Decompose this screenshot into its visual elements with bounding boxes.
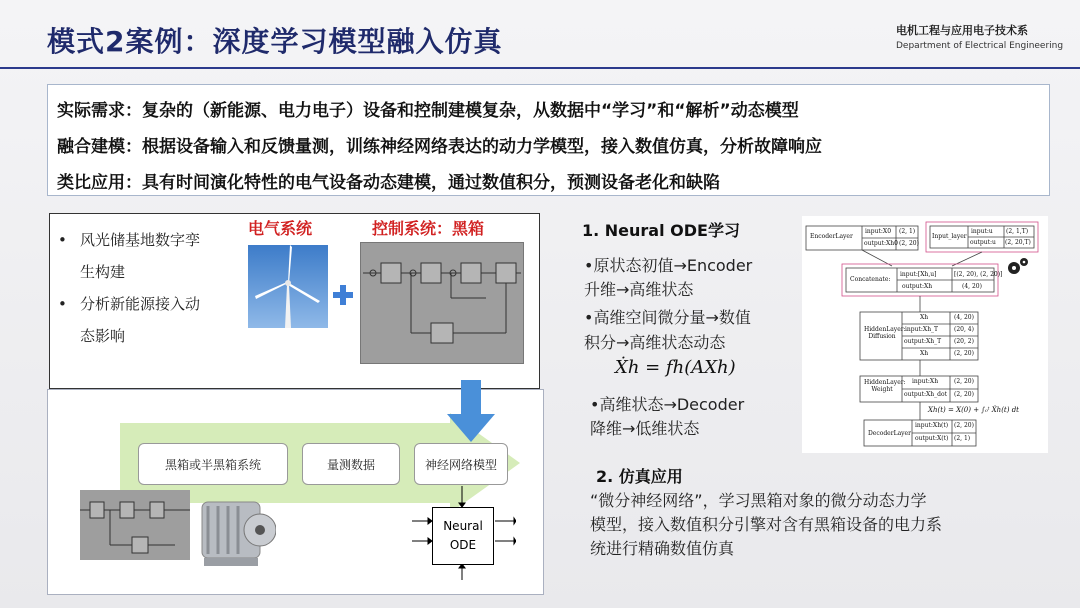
bullet-dot-icon: • — [58, 231, 67, 249]
requirement-line-application: 类比应用：具有时间演化特性的电气设备动态建模，通过数值积分，预测设备老化和缺陷 — [57, 173, 720, 193]
control-system-label: 控制系统：黑箱 — [372, 219, 485, 238]
requirement-line-need: 实际需求：复杂的（新能源、电力电子）设备和控制建模复杂，从数据中“学习”和“解析”动态模型 — [57, 101, 799, 121]
simulation-text-line: 统进行精确数值仿真 — [590, 539, 735, 558]
decoder-layer-label: DecoderLayer — [868, 430, 911, 437]
diffusion-layer-label: HiddenLayer: Diffusion — [864, 326, 906, 340]
down-arrow-icon — [447, 380, 495, 442]
neural-ode-section-title: 1. Neural ODE学习 — [582, 221, 740, 240]
wind-turbine-image — [248, 245, 328, 328]
neural-ode-block: Neural ODE — [432, 507, 494, 565]
plus-icon — [333, 285, 353, 305]
ode-step-line: 积分→高维状态动态 — [584, 333, 726, 352]
neural-ode-architecture-diagram: EncoderLayer input:X0 (2, 1) output:Xh0 (2, 20) Input_layer input:u (2, 1,T) output:u (2, 20,T) Concatenate: input:[Xh,u] [(2, 20), (2, 20)] output:Xh (4, 20) HiddenLayer: Diffusion Xh (4, 20) input:Xh_T (20, 4) output:Xh_T (20, 2) Xh (2, 20) HiddenLayer: Weight input:Xh (2, 20) output:Xh_dot (2, 20) Xh(t) = X(0) + ∫₀ᵗ Ẋh(t) dt DecoderLayer input:Xh(t) (2, 20) output:X(t) (2, 1) — [802, 216, 1048, 453]
input-layer-label: Input_layer — [932, 233, 967, 240]
bullet-dot-icon: • — [58, 295, 67, 313]
ode-formula: Ẋh = fh(AXh) — [615, 357, 736, 378]
simulation-text-line: 模型，接入数值积分引擎对含有黑箱设备的电力系 — [590, 515, 943, 534]
control-block-diagram-image — [360, 242, 524, 364]
ode-step-line: •原状态初值→Encoder — [584, 256, 753, 275]
simulation-text-line: “微分神经网络”，学习黑箱对象的微分动态力学 — [590, 491, 927, 510]
ode-step-line: 降维→低维状态 — [590, 419, 700, 438]
requirements-box — [47, 84, 1050, 196]
bullet-renewable-impact: • 分析新能源接入动 态影响 — [80, 288, 200, 352]
flow-step-nn-model: 神经网络模型 — [414, 443, 508, 485]
integral-formula: Xh(t) = X(0) + ∫₀ᵗ Ẋh(t) dt — [928, 406, 1019, 414]
department-name-en: Department of Electrical Engineering — [896, 41, 1064, 51]
encoder-layer-label: EncoderLayer — [810, 233, 853, 240]
page-title: 模式2案例：深度学习模型融入仿真 — [47, 25, 503, 58]
motor-image — [194, 488, 276, 576]
department-name-cn: 电机工程与应用电子技术系 — [896, 24, 1028, 37]
flow-step-blackbox: 黑箱或半黑箱系统 — [138, 443, 288, 485]
ode-step-line: •高维空间微分量→数值 — [584, 308, 751, 327]
weight-layer-label: HiddenLayer: Weight — [864, 379, 906, 393]
title-divider — [0, 67, 1080, 69]
blackbox-diagram-thumbnail — [80, 490, 190, 560]
simulation-section-title: 2. 仿真应用 — [596, 467, 683, 486]
flow-step-measurement: 量测数据 — [302, 443, 400, 485]
ode-step-line: 升维→高维状态 — [584, 280, 694, 299]
requirement-line-modeling: 融合建模：根据设备输入和反馈量测，训练神经网络表达的动力学模型，接入数值仿真，分析故障响应 — [57, 137, 822, 157]
concatenate-label: Concatenate: — [850, 276, 891, 283]
bullet-digital-twin: • 风光储基地数字孪 生构建 — [80, 224, 200, 288]
ode-step-line: •高维状态→Decoder — [590, 395, 745, 414]
electrical-system-label: 电气系统 — [248, 219, 313, 238]
